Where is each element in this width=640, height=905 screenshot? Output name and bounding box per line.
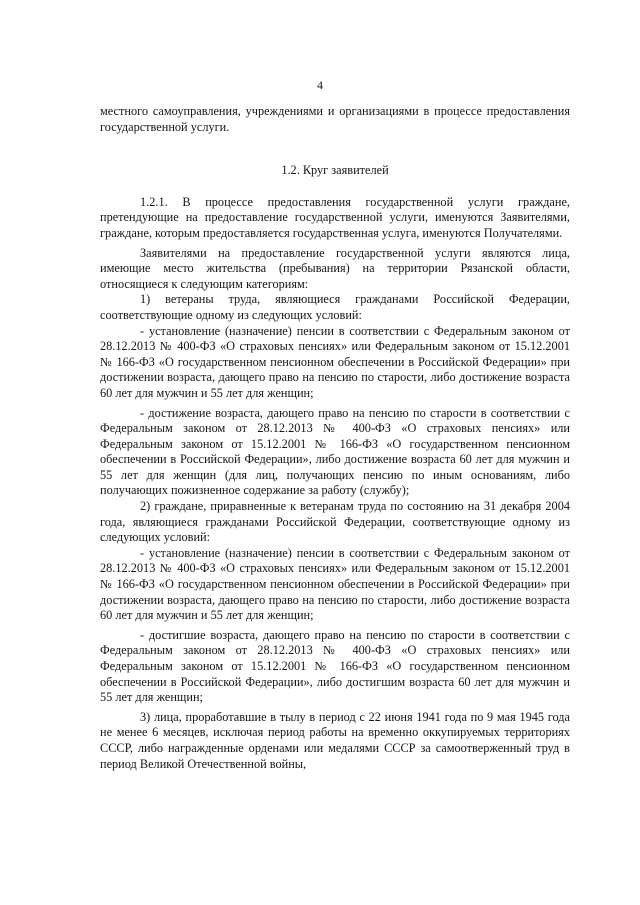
paragraph-applicants: Заявителями на предоставление государственной услуги являются лица, имеющие место жительства (пребывания) на территории Рязанской области, относящиеся к следующим категориям: [100, 245, 570, 291]
paragraph-item-1-condition-a: - установление (назначение) пенсии в соответствии с Федеральным законом от 28.12.2013 № 400-ФЗ «О страховых пенсиях» или Федеральным законом от 15.12.2001 № 166-ФЗ «О государственном пенсионном обеспечении в Российской Федерации» при достижении возраста, дающего право на пенсию по старости, либо достижение возраста 60 лет для мужчин и 55 лет для женщин; [100, 323, 570, 400]
paragraph-item-2-condition-a: - установление (назначение) пенсии в соответствии с Федеральным законом от 28.12.2013 № 400-ФЗ «О страховых пенсиях» или Федеральным законом от 15.12.2001 № 166-ФЗ «О государственном пенсионном обеспечении в Российской Федерации» при достижении возраста, дающего право на пенсию по старости, либо достижение возраста 60 лет для мужчин и 55 лет для женщин; [100, 545, 570, 623]
paragraph-item-2: 2) граждане, приравненные к ветеранам труда по состоянию на 31 декабря 2004 года, являющиеся гражданами Российской Федерации, соответствующие одному из следующих условий: [100, 499, 570, 545]
paragraph-1-2-1: 1.2.1. В процессе предоставления государственной услуги граждане, претендующие на предоставление государственной услуги, именуются Заявителями, граждане, которым предоставляется государственная услуга, именуются Получателями. [100, 194, 570, 240]
paragraph-item-1-condition-b: - достижение возраста, дающего право на пенсию по старости в соответствии с Федеральным законом от 28.12.2013 № 400-ФЗ «О страховых пенсиях» или Федеральным законом от 15.12.2001 № 166-ФЗ «О государственном пенсионном обеспечении в Российской Федерации», либо достижение возраста 60 лет для мужчин и 55 лет для женщин (для лиц, получающих пенсию по иным основаниям, либо получающих пожизненное содержание за работу (службу); [100, 405, 570, 498]
paragraph-item-1: 1) ветераны труда, являющиеся гражданами Российской Федерации, соответствующие одному из следующих условий: [100, 292, 570, 322]
document-body [100, 104, 570, 772]
continuation-paragraph: местного самоуправления, учреждениями и организациями в процессе предоставления государственной услуги. [100, 104, 570, 134]
page-number: 4 [317, 78, 323, 92]
paragraph-item-2-condition-b: - достигшие возраста, дающего право на пенсию по старости в соответствии с Федеральным законом от 28.12.2013 № 400-ФЗ «О страховых пенсиях» или Федеральным законом от 15.12.2001 № 166-ФЗ «О государственном пенсионном обеспечении в Российской Федерации», либо достигшим возраста 60 лет для мужчин и 55 лет для женщин; [100, 627, 570, 705]
paragraph-item-3: 3) лица, проработавшие в тылу в период с 22 июня 1941 года по 9 мая 1945 года не менее 6 месяцев, исключая период работы на временно оккупируемых территориях СССР, либо награжденные орденами или медалями СССР за самоотверженный труд в период Великой Отечественной войны, [100, 709, 570, 771]
section-title: 1.2. Круг заявителей [281, 163, 389, 178]
